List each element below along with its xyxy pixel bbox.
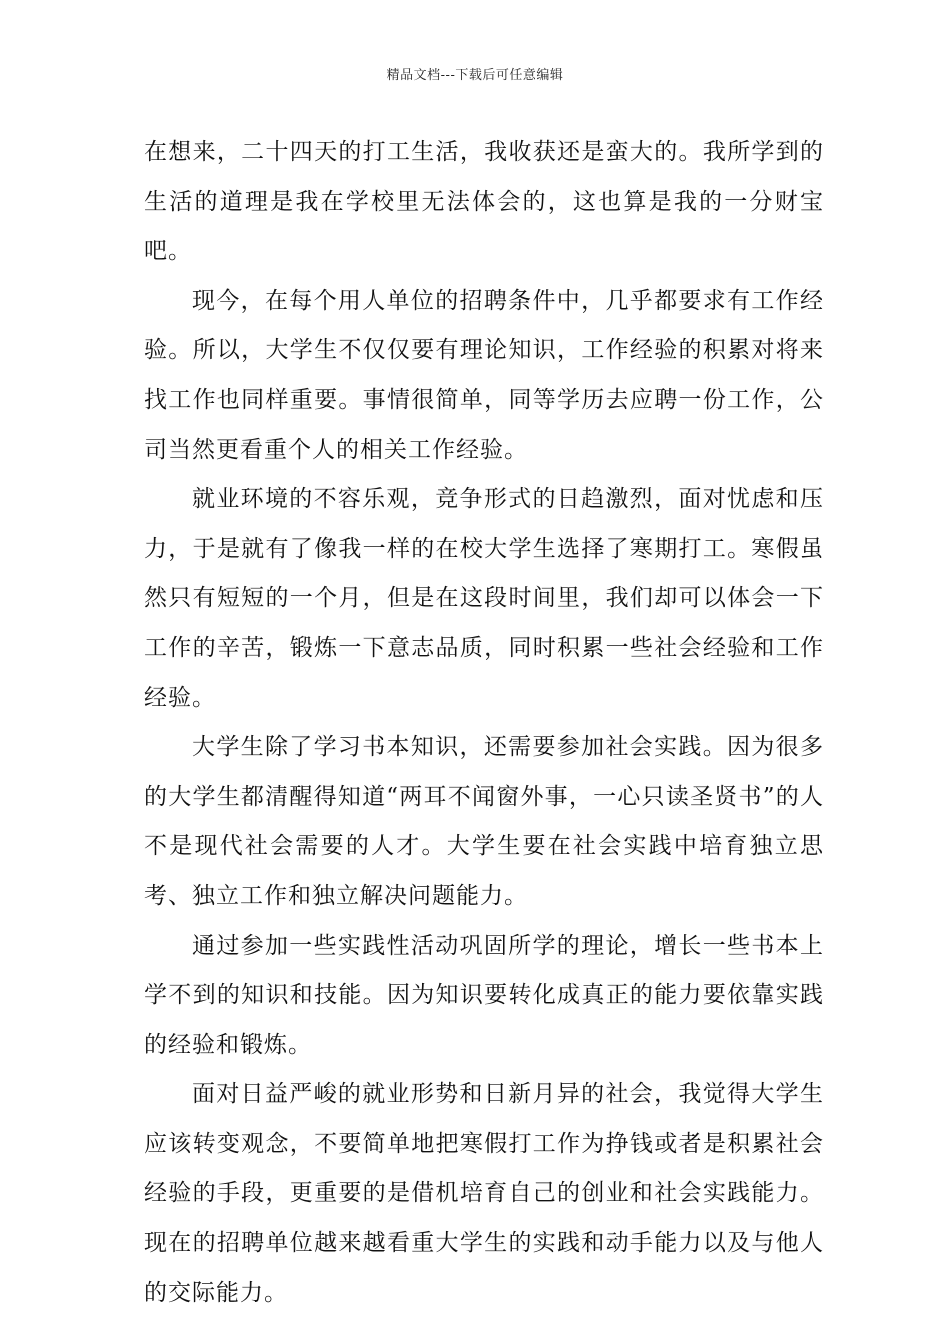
paragraph-4: 大学生除了学习书本知识，还需要参加社会实践。因为很多的大学生都清醒得知道“两耳不闻窗外事，一心只读圣贤书”的人不是现代社会需要的人才。大学生要在社会实践中培育独立思考、独立工作和独立解决问题能力。	[144, 734, 824, 909]
paragraph-6: 面对日益严峻的就业形势和日新月异的社会，我觉得大学生应该转变观念，不要简单地把寒假打工作为挣钱或者是积累社会经验的手段，更重要的是借机培育自己的创业和社会实践能力。现在的招聘单位越来越看重大学生的实践和动手能力以及与他人的交际能力。	[144, 1081, 824, 1306]
paragraph-5: 通过参加一些实践性活动巩固所学的理论，增长一些书本上学不到的知识和技能。因为知识要转化成真正的能力要依靠实践的经验和锻炼。	[144, 932, 824, 1058]
paragraph-1: 在想来，二十四天的打工生活，我收获还是蛮大的。我所学到的生活的道理是我在学校里无法体会的，这也算是我的一分财宝吧。	[144, 139, 824, 265]
document-body	[144, 128, 824, 1318]
paragraph-3: 就业环境的不容乐观，竞争形式的日趋激烈，面对忧虑和压力，于是就有了像我一样的在校大学生选择了寒期打工。寒假虽然只有短短的一个月，但是在这段时间里，我们却可以体会一下工作的辛苦，锻炼一下意志品质，同时积累一些社会经验和工作经验。	[144, 486, 824, 711]
page-header: 精品文档---下载后可任意编辑	[386, 68, 564, 83]
paragraph-2: 现今，在每个用人单位的招聘条件中，几乎都要求有工作经验。所以，大学生不仅仅要有理论知识，工作经验的积累对将来找工作也同样重要。事情很简单，同等学历去应聘一份工作，公司当然更看重个人的相关工作经验。	[144, 287, 824, 463]
